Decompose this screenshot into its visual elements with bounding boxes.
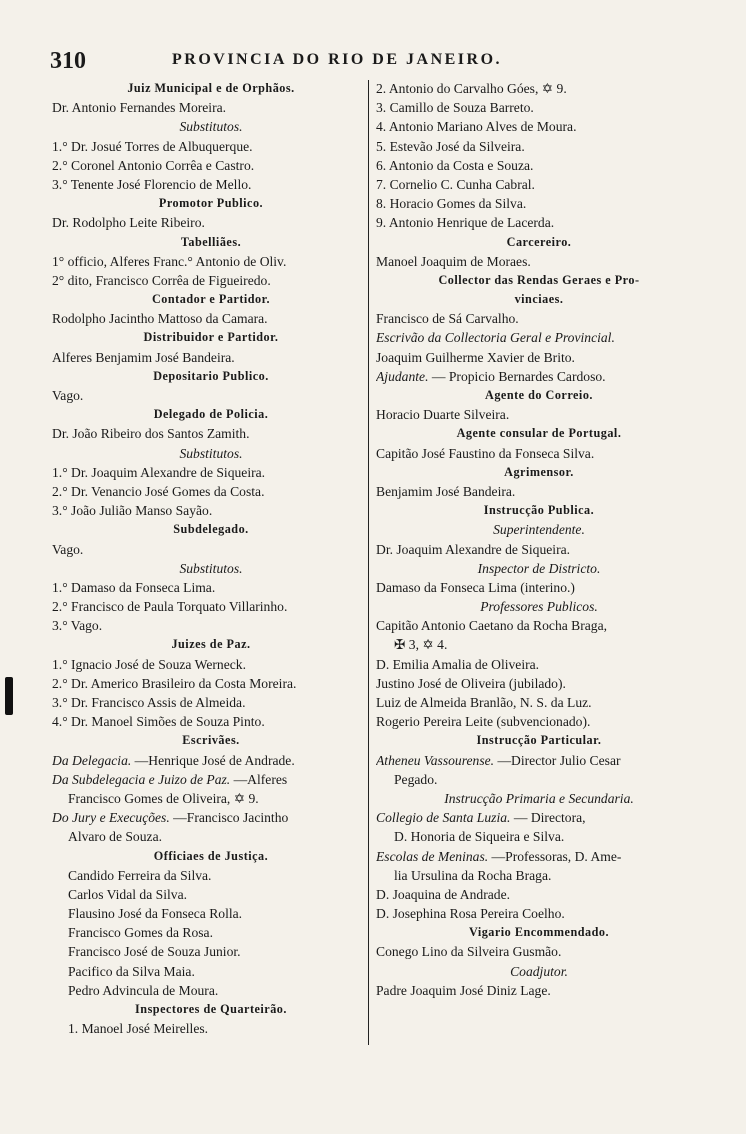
entry: Francisco José de Souza Junior. <box>68 944 241 960</box>
subheading: Escrivão da Collectoria Geral e Provincial. <box>376 330 615 346</box>
subheading: Coadjutor. <box>510 963 568 979</box>
entry-label: Escolas de Meninas. <box>376 848 489 864</box>
entry-continuation: Pegado. <box>394 771 438 787</box>
entry-label: Da Delegacia. <box>52 752 132 768</box>
entry-text: — Directora, <box>510 810 586 826</box>
entry <box>376 367 702 386</box>
entry: Francisco Gomes da Rosa. <box>68 925 213 941</box>
entry: 1. Manoel José Meirelles. <box>68 1021 209 1037</box>
entry <box>52 751 370 770</box>
entry: 1.° Dr. Joaquim Alexandre de Siqueira. <box>52 464 266 480</box>
entry: Dr. João Ribeiro dos Santos Zamith. <box>52 426 250 442</box>
entry-continuation: ✠ 3, ✡ 4. <box>394 637 448 653</box>
subheading: Substitutos. <box>179 560 243 576</box>
entry <box>376 808 702 827</box>
entry: 5. Estevão José da Silveira. <box>376 138 525 154</box>
running-title: PROVINCIA DO RIO DE JANEIRO. <box>172 51 503 68</box>
entry: 2° dito, Francisco Corrêa de Figueiredo. <box>52 272 271 288</box>
entry: Rogerio Pereira Leite (subvencionado). <box>376 714 591 730</box>
entry: Dr. Antonio Fernandes Moreira. <box>52 100 227 116</box>
subheading: Professores Publicos. <box>480 599 598 615</box>
entry-text: —Alferes <box>230 771 288 787</box>
entry: 1.° Ignacio José de Souza Werneck. <box>52 656 246 672</box>
entry: 2.° Dr. Venancio José Gomes da Costa. <box>52 483 265 499</box>
section-heading: Vigario Encommendado. <box>468 925 610 940</box>
entry: D. Emilia Amalia de Oliveira. <box>376 656 540 672</box>
entry: 2.° Francisco de Paula Torquato Villarinho. <box>52 599 288 615</box>
subheading: Inspector de Districto. <box>477 560 601 576</box>
left-column <box>52 79 370 1038</box>
entry-label: Do Jury e Execuções. <box>52 810 170 826</box>
subheading: Instrucção Primaria e Secundaria. <box>444 790 634 806</box>
section-heading: Instrucção Particular. <box>476 733 602 748</box>
entry-text: —Henrique José de Andrade. <box>131 752 295 768</box>
entry-label: Collegio de Santa Luzia. <box>376 810 511 826</box>
entry: 7. Cornelio C. Cunha Cabral. <box>376 176 535 192</box>
section-heading: Agente do Correio. <box>485 388 593 402</box>
entry-label: Da Subdelegacia e Juizo de Paz. <box>52 771 231 787</box>
entry: 4. Antonio Mariano Alves de Moura. <box>376 119 577 135</box>
entry: Capitão José Faustino da Fonseca Silva. <box>376 445 595 461</box>
entry: Candido Ferreira da Silva. <box>68 867 212 883</box>
entry: 2.° Coronel Antonio Corrêa e Castro. <box>52 157 255 173</box>
subheading: Superintendente. <box>493 522 585 538</box>
section-heading: Instrucção Publica. <box>483 503 595 518</box>
entry: Dr. Rodolpho Leite Ribeiro. <box>52 215 205 231</box>
entry: Luiz de Almeida Branlão, N. S. da Luz. <box>376 695 592 710</box>
entry: 1.° Damaso da Fonseca Lima. <box>52 579 216 595</box>
entry: Padre Joaquim José Diniz Lage. <box>376 982 551 998</box>
entry: Benjamim José Bandeira. <box>376 483 516 499</box>
entry: Pedro Advincula de Moura. <box>68 982 219 998</box>
entry: 3.° Dr. Francisco Assis de Almeida. <box>52 695 246 710</box>
section-heading: Inspectores de Quarteirão. <box>135 1002 287 1016</box>
entry-continuation: lia Ursulina da Rocha Braga. <box>394 867 552 883</box>
section-heading: Tabelliães. <box>180 234 242 249</box>
section-heading: Promotor Publico. <box>158 196 264 211</box>
entry: 8. Horacio Gomes da Silva. <box>376 196 527 212</box>
section-heading: Agrimensor. <box>504 464 574 479</box>
entry: Carlos Vidal da Silva. <box>68 886 187 902</box>
entry: 3.° Vago. <box>52 618 103 634</box>
entry <box>52 808 370 827</box>
section-heading: Agente consular de Portugal. <box>456 426 622 441</box>
entry-continuation: Alvaro de Souza. <box>68 829 162 845</box>
entry: Manoel Joaquim de Moraes. <box>376 253 531 269</box>
subheading: Substitutos. <box>179 119 243 135</box>
entry-text: —Professoras, D. Ame- <box>488 848 622 864</box>
entry: Conego Lino da Silveira Gusmão. <box>376 944 562 960</box>
entry: Francisco de Sá Carvalho. <box>376 311 519 327</box>
entry <box>376 847 702 866</box>
section-heading: Carcereiro. <box>506 234 572 249</box>
entry: Flausino José da Fonseca Rolla. <box>68 906 243 922</box>
section-heading: Subdelegado. <box>173 522 249 537</box>
section-heading: Juiz Municipal e de Orphãos. <box>127 81 295 95</box>
entry: Rodolpho Jacintho Mattoso da Camara. <box>52 311 268 327</box>
entry: Alferes Benjamim José Bandeira. <box>52 349 235 365</box>
entry: D. Josephina Rosa Pereira Coelho. <box>376 906 565 922</box>
entry: Justino José de Oliveira (jubilado). <box>376 675 566 691</box>
right-column <box>376 79 702 1000</box>
entry: 3.° João Julião Manso Sayão. <box>52 503 213 519</box>
entry-text: —Francisco Jacintho <box>169 810 289 826</box>
entry: 1° officio, Alferes Franc.° Antonio de Oliv. <box>52 253 287 269</box>
entry-text: —Director Julio Cesar <box>494 752 621 768</box>
entry: Vago. <box>52 541 84 557</box>
entry-text: — Propicio Bernardes Cardoso. <box>428 368 606 384</box>
section-heading: Juizes de Paz. <box>171 637 251 652</box>
subheading: Substitutos. <box>179 445 243 461</box>
entry-continuation: Francisco Gomes de Oliveira, ✡ 9. <box>68 790 259 806</box>
section-heading: Distribuidor e Partidor. <box>143 330 279 345</box>
entry: Joaquim Guilherme Xavier de Brito. <box>376 349 575 365</box>
entry: 4.° Dr. Manoel Simões de Souza Pinto. <box>52 714 265 730</box>
entry: 1.° Dr. Josué Torres de Albuquerque. <box>52 138 253 154</box>
entry: Vago. <box>52 388 84 403</box>
entry-label: Atheneu Vassourense. <box>376 752 495 768</box>
entry-label: Ajudante. <box>376 368 429 384</box>
entry: 2.° Dr. Americo Brasileiro da Costa Moreira. <box>52 675 297 691</box>
entry: 6. Antonio da Costa e Souza. <box>376 157 534 173</box>
entry: Dr. Joaquim Alexandre de Siqueira. <box>376 541 571 557</box>
entry <box>52 770 370 789</box>
page-number: 310 <box>50 48 86 74</box>
entry <box>376 751 702 770</box>
entry: Capitão Antonio Caetano da Rocha Braga, <box>376 618 608 634</box>
section-heading: Escrivães. <box>182 733 240 748</box>
section-heading: vinciaes. <box>514 292 564 307</box>
section-heading: Delegado de Policia. <box>153 407 269 422</box>
entry: 2. Antonio do Carvalho Góes, ✡ 9. <box>376 81 567 96</box>
section-heading: Officiaes de Justiça. <box>153 848 269 863</box>
section-heading: Depositario Publico. <box>153 368 269 383</box>
margin-ink-mark <box>5 677 13 715</box>
section-heading: Contador e Partidor. <box>152 292 270 307</box>
entry: Pacifico da Silva Maia. <box>68 963 195 979</box>
entry: 9. Antonio Henrique de Lacerda. <box>376 215 555 231</box>
entry: 3.° Tenente José Florencio de Mello. <box>52 176 252 192</box>
entry: Damaso da Fonseca Lima (interino.) <box>376 579 575 595</box>
entry-continuation: D. Honoria de Siqueira e Silva. <box>394 829 565 845</box>
entry: 3. Camillo de Souza Barreto. <box>376 100 534 116</box>
section-heading: Collector das Rendas Geraes e Pro- <box>438 272 640 287</box>
entry: D. Joaquina de Andrade. <box>376 886 511 902</box>
entry: Horacio Duarte Silveira. <box>376 407 510 423</box>
page-header <box>50 48 690 74</box>
